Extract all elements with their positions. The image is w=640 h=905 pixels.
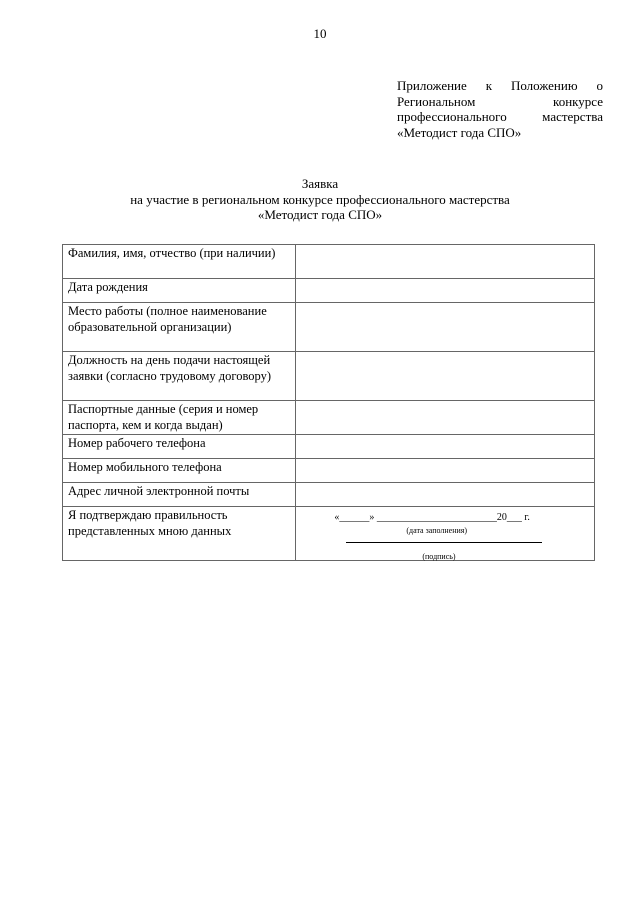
table-row xyxy=(63,352,595,401)
birth-date-field[interactable] xyxy=(296,279,595,303)
signature-block xyxy=(296,507,594,559)
row-label-birth-date: Дата рождения xyxy=(63,279,296,303)
workplace-field[interactable] xyxy=(296,303,595,352)
confirmation-signature-cell xyxy=(296,507,595,561)
heading-contest-name: «Методист года СПО» xyxy=(257,207,383,222)
heading-subtitle: на участие в региональном конкурсе профессионального мастерства xyxy=(130,191,510,207)
page-number: 10 xyxy=(313,26,327,41)
row-label-full-name: Фамилия, имя, отчество (при наличии) xyxy=(63,245,296,279)
table-row xyxy=(63,401,595,435)
table-row xyxy=(63,245,595,279)
signature-caption: (подпись) xyxy=(422,552,456,561)
row-label-work-phone: Номер рабочего телефона xyxy=(63,435,296,459)
table-row xyxy=(63,483,595,507)
passport-field[interactable] xyxy=(296,401,595,435)
appendix-line: профессионального мастерства xyxy=(397,109,603,124)
table-row xyxy=(63,435,595,459)
full-name-field[interactable] xyxy=(296,245,595,279)
appendix-note xyxy=(397,78,603,140)
fill-date-field[interactable]: «______» ________________________20___ г. xyxy=(334,512,530,523)
mobile-phone-field[interactable] xyxy=(296,459,595,483)
row-label-email: Адрес личной электронной почты xyxy=(63,483,296,507)
fill-date-caption: (дата заполнения) xyxy=(406,526,468,535)
position-field[interactable] xyxy=(296,352,595,401)
row-label-passport: Паспортные данные (серия и номер паспорта, кем и когда выдан) xyxy=(63,401,296,435)
row-label-confirmation: Я подтверждаю правильность представленных мною данных xyxy=(63,507,296,561)
appendix-line: Региональном конкурсе xyxy=(397,93,603,109)
application-form-table xyxy=(62,244,595,561)
row-label-mobile-phone: Номер мобильного телефона xyxy=(63,459,296,483)
table-row xyxy=(63,459,595,483)
heading-title: Заявка xyxy=(301,176,339,191)
email-field[interactable] xyxy=(296,483,595,507)
document-heading xyxy=(0,176,640,223)
row-label-position: Должность на день подачи настоящей заявки (согласно трудовому договору) xyxy=(63,352,296,401)
table-row xyxy=(63,507,595,561)
table-row xyxy=(63,303,595,352)
work-phone-field[interactable] xyxy=(296,435,595,459)
appendix-line: Приложение к Положению о xyxy=(397,78,603,93)
row-label-workplace: Место работы (полное наименование образовательной организации) xyxy=(63,303,296,352)
table-row xyxy=(63,279,595,303)
signature-field[interactable] xyxy=(346,542,542,543)
appendix-line: «Методист года СПО» xyxy=(397,124,522,140)
